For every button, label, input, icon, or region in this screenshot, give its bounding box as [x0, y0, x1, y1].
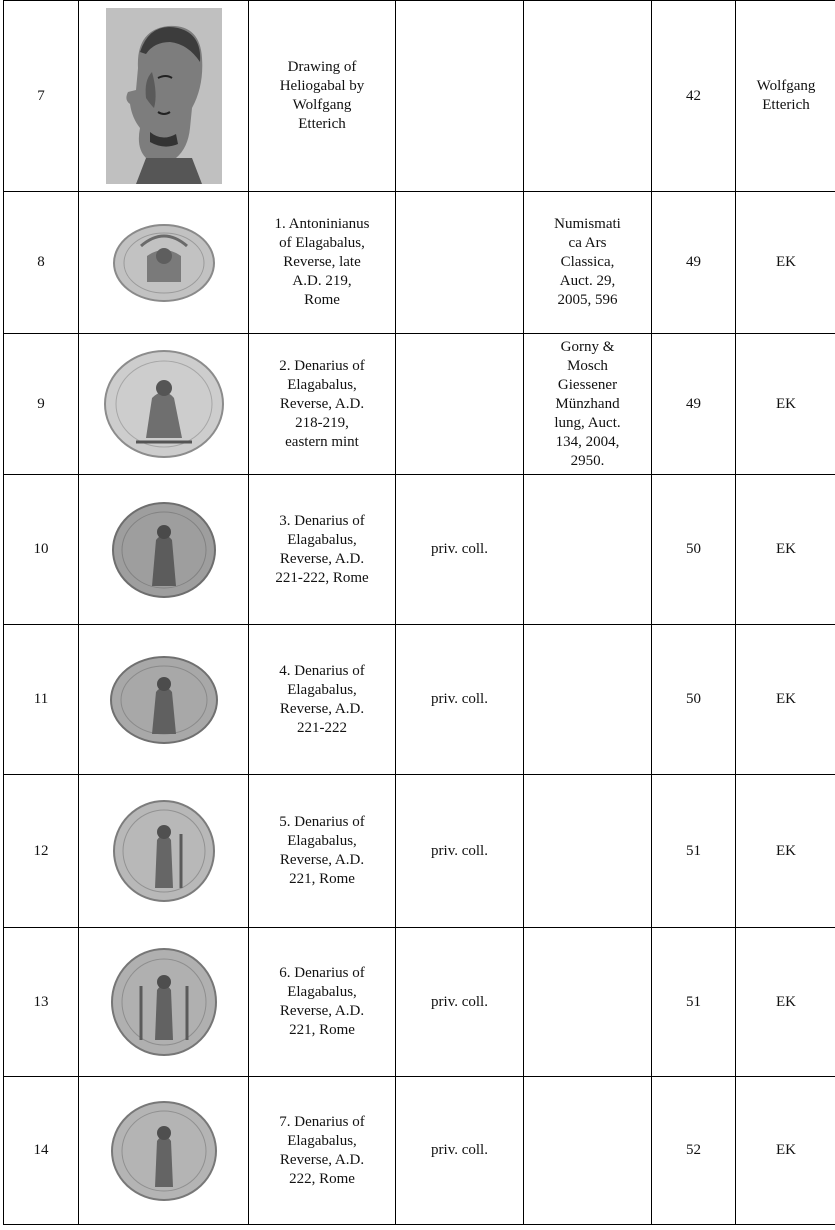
source: [524, 1, 652, 192]
row-number: 14: [4, 1077, 79, 1225]
coin-image: [109, 1099, 219, 1203]
credit: EK: [736, 928, 835, 1077]
credit: EK: [736, 775, 835, 928]
collection: [396, 334, 524, 475]
collection: priv. coll.: [396, 475, 524, 625]
description: 1. Antoninianus of Elagabalus, Reverse, late A.D. 219, Rome: [249, 192, 396, 334]
description: 2. Denarius of Elagabalus, Reverse, A.D. 218-219, eastern mint: [249, 334, 396, 475]
row-number: 8: [4, 192, 79, 334]
table-row: [4, 1, 835, 192]
description: 3. Denarius of Elagabalus, Reverse, A.D. 221-222, Rome: [249, 475, 396, 625]
page-number: 51: [652, 775, 736, 928]
table-row: [4, 775, 835, 928]
source: Gorny & Mosch Giessener Münzhand lung, Auct. 134, 2004, 2950.: [524, 334, 652, 475]
image-cell: [79, 1, 249, 192]
image-cell: [79, 334, 249, 475]
image-cell: [79, 775, 249, 928]
page-number: 52: [652, 1077, 736, 1225]
credit: Wolfgang Etterich: [736, 1, 835, 192]
table-row: [4, 625, 835, 775]
row-number: 9: [4, 334, 79, 475]
source: [524, 1077, 652, 1225]
source: [524, 775, 652, 928]
catalog-table: [3, 0, 835, 1225]
credit: EK: [736, 475, 835, 625]
source: [524, 928, 652, 1077]
credit: EK: [736, 334, 835, 475]
row-number: 12: [4, 775, 79, 928]
source: [524, 475, 652, 625]
collection: [396, 192, 524, 334]
row-number: 11: [4, 625, 79, 775]
table-row: [4, 475, 835, 625]
table-row: [4, 1077, 835, 1225]
image-cell: [79, 192, 249, 334]
collection: priv. coll.: [396, 775, 524, 928]
description: Drawing of Heliogabal by Wolfgang Etterich: [249, 1, 396, 192]
table-row: [4, 928, 835, 1077]
row-number: 7: [4, 1, 79, 192]
credit: EK: [736, 192, 835, 334]
credit: EK: [736, 625, 835, 775]
image-cell: [79, 475, 249, 625]
image-cell: [79, 928, 249, 1077]
page-number: 50: [652, 625, 736, 775]
page-number: 42: [652, 1, 736, 192]
page-number: 49: [652, 192, 736, 334]
source: Numismati ca Ars Classica, Auct. 29, 2005, 596: [524, 192, 652, 334]
page-number: 50: [652, 475, 736, 625]
coin-image: [108, 654, 220, 746]
credit: EK: [736, 1077, 835, 1225]
collection: priv. coll.: [396, 928, 524, 1077]
row-number: 13: [4, 928, 79, 1077]
table-row: [4, 192, 835, 334]
row-number: 10: [4, 475, 79, 625]
coin-image: [111, 222, 217, 304]
collection: [396, 1, 524, 192]
coin-image: [111, 798, 217, 904]
portrait-drawing-image: [106, 8, 222, 184]
collection: priv. coll.: [396, 1077, 524, 1225]
coin-image: [109, 946, 219, 1058]
page-number: 51: [652, 928, 736, 1077]
image-cell: [79, 1077, 249, 1225]
page-number: 49: [652, 334, 736, 475]
coin-image: [102, 348, 226, 460]
source: [524, 625, 652, 775]
description: 7. Denarius of Elagabalus, Reverse, A.D. 222, Rome: [249, 1077, 396, 1225]
coin-image: [110, 500, 218, 600]
description: 5. Denarius of Elagabalus, Reverse, A.D. 221, Rome: [249, 775, 396, 928]
description: 6. Denarius of Elagabalus, Reverse, A.D. 221, Rome: [249, 928, 396, 1077]
table-row: [4, 334, 835, 475]
description: 4. Denarius of Elagabalus, Reverse, A.D. 221-222: [249, 625, 396, 775]
collection: priv. coll.: [396, 625, 524, 775]
image-cell: [79, 625, 249, 775]
